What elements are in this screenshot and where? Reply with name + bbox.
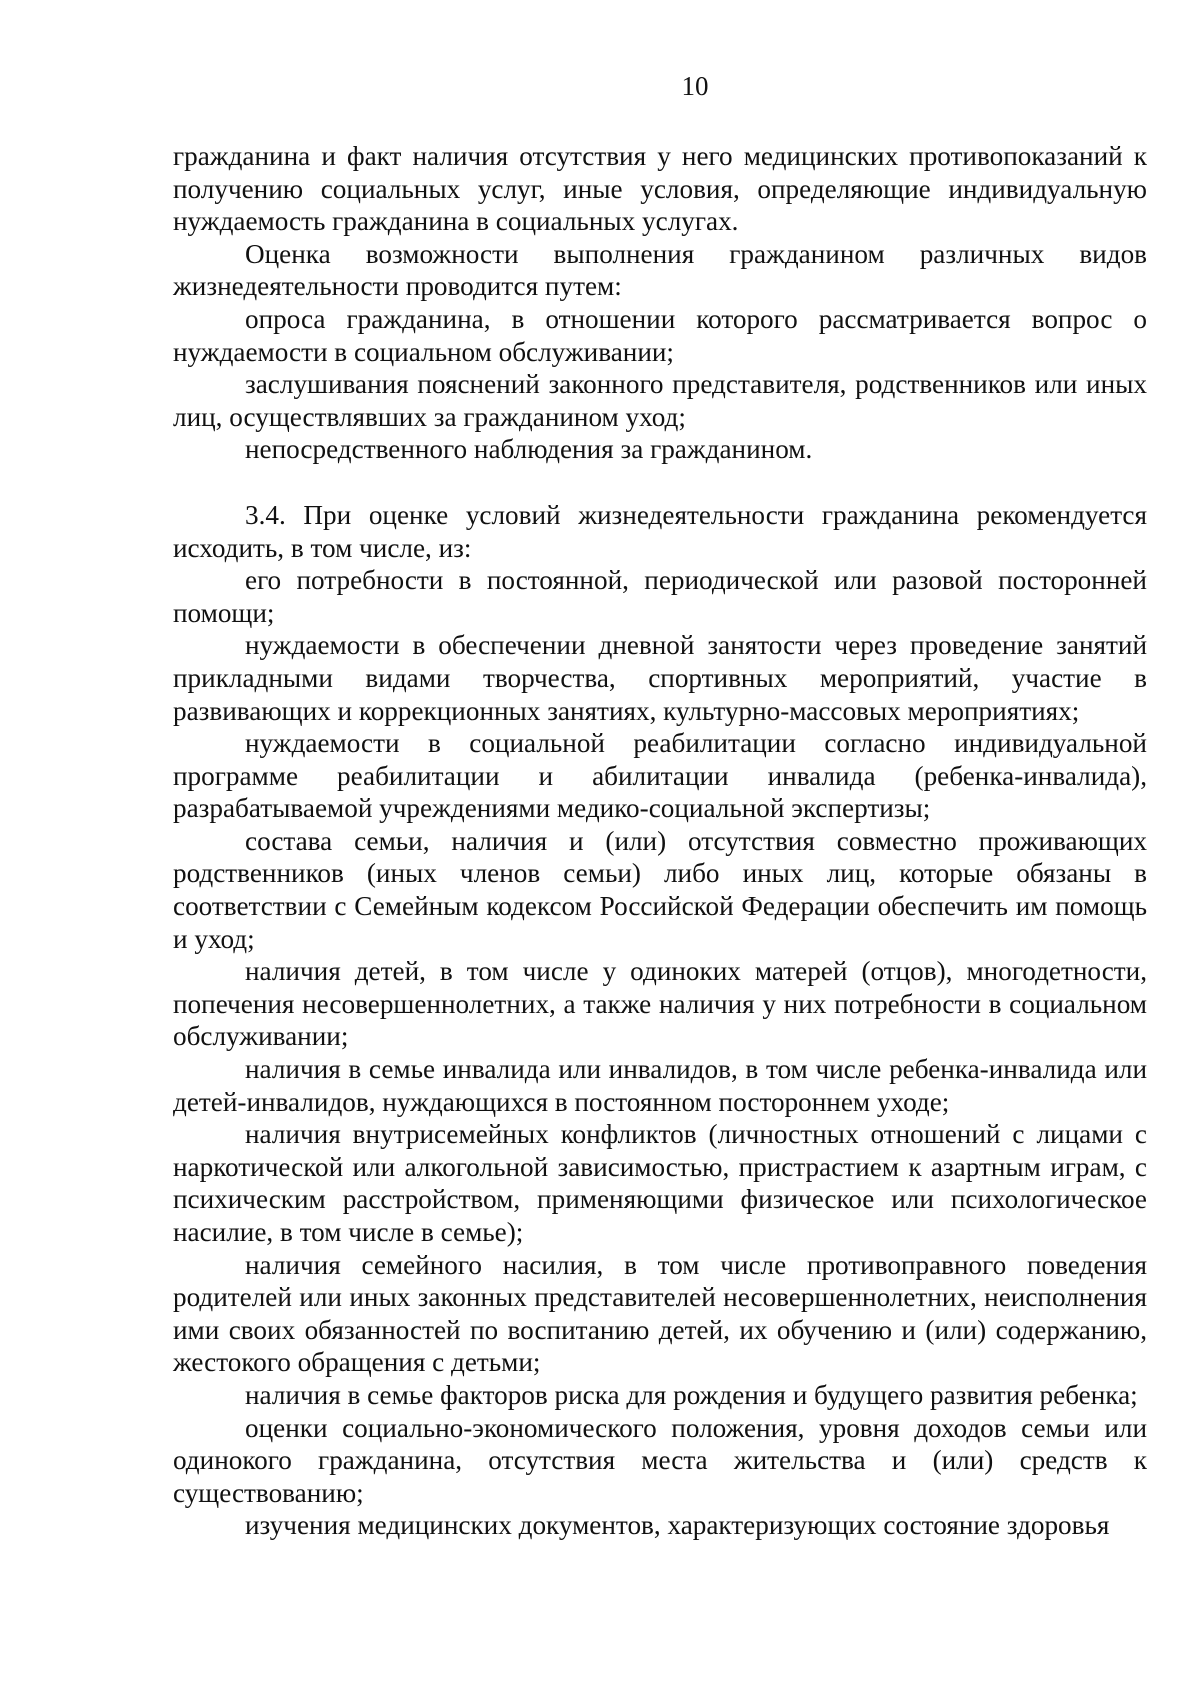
list-item: непосредственного наблюдения за гражданином. [245,434,813,465]
list-item: наличия детей, в том числе у одиноких матерей (отцов), многодетности, попечения несовершеннолетних, а также наличия у них потребности в социальном обслуживании; [173,956,1147,1052]
list-item: наличия в семье инвалида или инвалидов, в том числе ребенка-инвалида или детей-инвалидов, нуждающихся в постоянном постороннем уходе; [173,1054,1147,1117]
list-item: заслушивания пояснений законного представителя, родственников или иных лиц, осуществлявших за гражданином уход; [173,369,1147,432]
list-item: наличия внутрисемейных конфликтов (личностных отношений с лицами с наркотической или алкогольной зависимостью, пристрастием к азартным играм, с психическим расстройством, применяющими физическое или психологическое насилие, в том числе в семье); [173,1119,1147,1247]
section-3-4-intro: 3.4. При оценке условий жизнедеятельности гражданина рекомендуется исходить, в том числе, из: [173,499,1147,563]
page-number: 10 [681,71,709,101]
list-item: его потребности в постоянной, периодической или разовой посторонней помощи; [173,565,1147,628]
section-spacer [173,466,1147,499]
list-item: нуждаемости в обеспечении дневной занятости через проведение занятий прикладными видами творчества, спортивных мероприятий, участие в развивающих и коррекционных занятиях, культурно-массовых мероприятиях; [173,630,1147,726]
paragraph-assessment-intro: Оценка возможности выполнения гражданином различных видов жизнедеятельности проводится путем: [173,238,1147,302]
list-item: состава семьи, наличия и (или) отсутствия совместно проживающих родственников (иных членов семьи) либо иных лиц, которые обязаны в соответствии с Семейным кодексом Российской Федерации обеспечить им помощь и уход; [173,825,1147,954]
list-item: опроса гражданина, в отношении которого рассматривается вопрос о нуждаемости в социальном обслуживании; [173,303,1147,367]
document-body [173,140,1147,1542]
list-item: оценки социально-экономического положения, уровня доходов семьи или одинокого гражданина, отсутствия места жительства и (или) средств к существованию; [173,1412,1147,1508]
list-item: наличия семейного насилия, в том числе противоправного поведения родителей или иных законных представителей несовершеннолетних, неисполнения ими своих обязанностей по воспитанию детей, их обучению и (или) содержанию, жестокого обращения с детьми; [173,1249,1147,1378]
list-item: нуждаемости в социальной реабилитации согласно индивидуальной программе реабилитации и абилитации инвалида (ребенка-инвалида), разрабатываемой учреждениями медико-социальной экспертизы; [173,728,1147,824]
paragraph-continuation: гражданина и факт наличия отсутствия у него медицинских противопоказаний к получению социальных услуг, иные условия, определяющие индивидуальную нуждаемость гражданина в социальных услугах. [173,141,1147,237]
list-item: наличия в семье факторов риска для рождения и будущего развития ребенка; [245,1379,1138,1410]
list-item: изучения медицинских документов, характеризующих состояние здоровья [245,1510,1110,1541]
